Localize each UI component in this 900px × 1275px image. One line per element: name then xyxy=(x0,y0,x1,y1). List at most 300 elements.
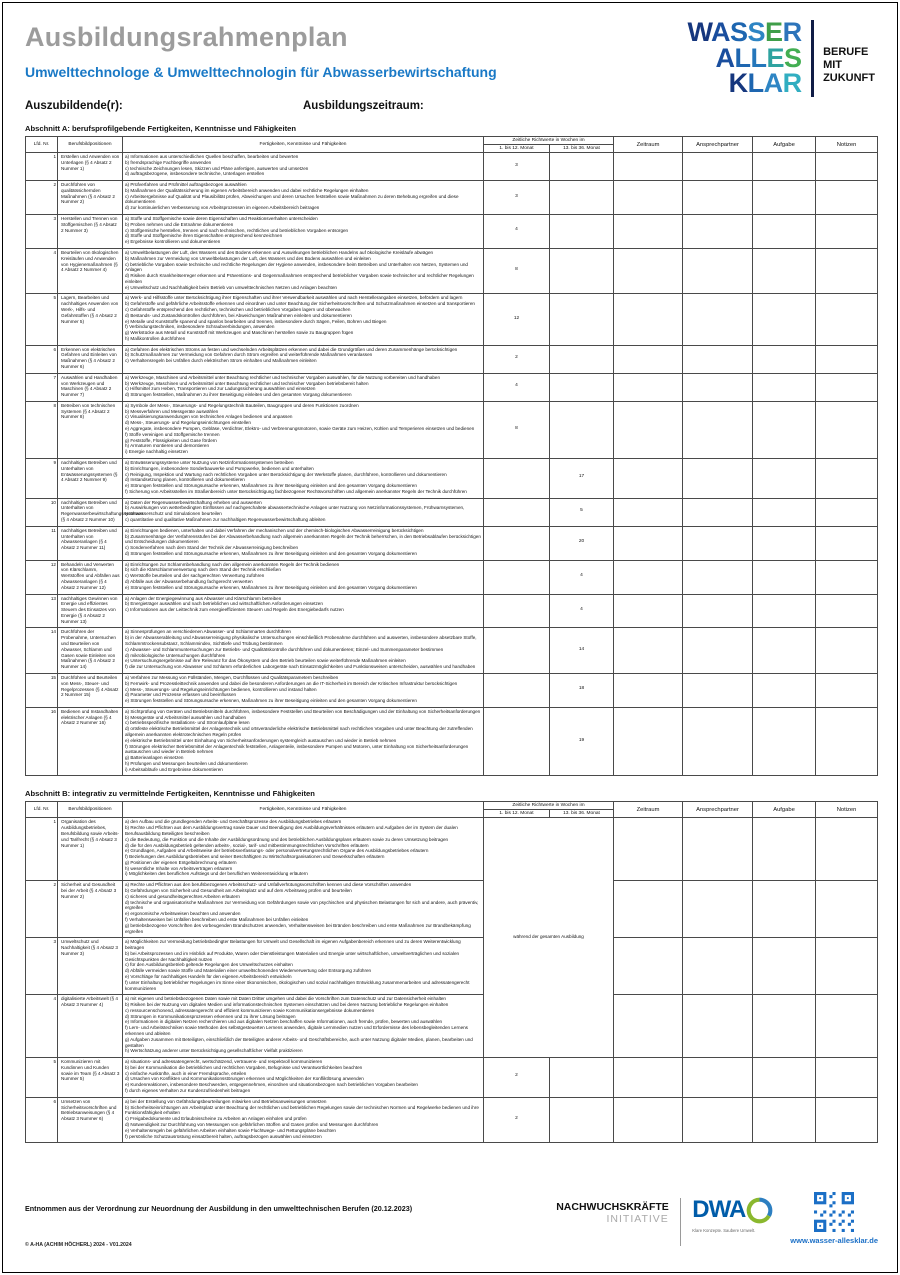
ansprechpartner-cell xyxy=(683,628,753,673)
ansprechpartner-cell xyxy=(683,458,753,498)
skill-item: a) Daten der Regenwasserbewirtschaftung erheben und auswerten xyxy=(125,499,262,505)
notizen-cell xyxy=(816,995,878,1058)
skill-items xyxy=(123,498,484,526)
ansprechpartner-cell xyxy=(683,673,753,707)
position-title: Kommunizieren mit Kundinnen und Kunden sowie im Team (§ 4 Absatz 3 Nummer 5) xyxy=(58,1058,123,1098)
row-number: 16 xyxy=(26,707,58,776)
skill-item: f) Beziehungen des Ausbildungsbetriebes und seiner Beschäftigten zu Wirtschaftsorganisationen und Gewerkschaften erläutern xyxy=(125,854,385,860)
weeks-13-36-cell xyxy=(550,181,614,215)
table-row xyxy=(26,181,878,215)
weeks-1-12-cell xyxy=(484,560,550,594)
skill-item: a) Sichtprüfung von Geräten und Betriebsmitteln durchführen, insbesondere Feststellen und Beurteilen von Beschädigungen und der Einhaltung von Sicherheitsanforderungen xyxy=(125,708,481,714)
skill-item: b) Fernwirk- und Prozessleittechnik anwenden und dabei die besonderen Anforderungen an die IT-Sicherheit im Bereich der Kritischen Infrastruktur berücksichtigen xyxy=(125,680,458,686)
table-row xyxy=(26,1058,878,1098)
skill-items xyxy=(123,373,484,401)
col-header-position: Berufsbildpositionen xyxy=(58,137,123,153)
col-header-notizen: Notizen xyxy=(816,802,878,818)
skill-item: d) die für den Ausbildungsbetrieb geltenden arbeits-, sozial-, tarif- und mitbestimmungsrechtlichen Vorschriften erläutern xyxy=(125,842,369,848)
skill-item: e) Metalle und Kunststoffe spanend und spanlos bearbeiten und trennen, insbesondere durch Sägen, Feilen, Bohren und Biegen xyxy=(125,318,387,324)
aufgabe-cell xyxy=(753,673,816,707)
weeks-13-36-cell: 18 xyxy=(550,673,614,707)
skill-items xyxy=(123,248,484,293)
skill-item: h) Wertschätzung anderer unter Berücksichtigung gesellschaftlicher Vielfalt praktizieren xyxy=(125,1048,303,1054)
table-row xyxy=(26,594,878,628)
position-title: Umsetzen von Sicherheitsvorschriften und Betriebsanweisungen (§ 4 Absatz 3 Nummer 6) xyxy=(58,1097,123,1142)
ansprechpartner-cell xyxy=(683,345,753,373)
skill-item: b) Proben nehmen und die Entnahme dokumentieren xyxy=(125,221,234,227)
row-number: 3 xyxy=(26,938,58,995)
skill-item: c) Freigabedokumente und Erlaubnisscheine zu Arbeiten an Anlagen einholen und prüfen xyxy=(125,1116,307,1122)
wasser-allesklar-logo xyxy=(687,17,875,99)
skill-item: c) Arbeitsergebnisse auf Qualität und Plausibilität prüfen, Abweichungen und deren Ursachen feststellen sowie Maßnahmen zu deren Behebung ergreifen und diese dokumentieren xyxy=(125,193,459,205)
skill-items xyxy=(123,673,484,707)
skill-item: f) durch eigenes Verhalten zur Kundenzufriedenheit beitragen xyxy=(125,1088,251,1094)
skill-item: b) bei der Kommunikation die betrieblichen und rechtlichen Vorgaben, Befugnisse und Verantwortlichkeiten beachten xyxy=(125,1064,363,1070)
table-row xyxy=(26,560,878,594)
aufgabe-cell xyxy=(753,594,816,628)
skill-item: c) Visualisierungsanwendungen von technischen Anlagen bedienen und anpassen xyxy=(125,414,293,420)
row-number: 9 xyxy=(26,458,58,498)
position-title: Bedienen und Instandhalten elektrischer Anlagen (§ 4 Absatz 2 Nummer 16) xyxy=(58,707,123,776)
section-b-table xyxy=(25,801,878,1143)
ansprechpartner-cell xyxy=(683,707,753,776)
source-note: Entnommen aus der Verordnung zur Neuordnung der Ausbildung in den umwelttechnischen Berufen (20.12.2023) xyxy=(25,1204,413,1213)
skill-item: c) Sonderverfahren nach dem Stand der Technik der Abwasserreinigung beschreiben xyxy=(125,545,299,551)
skill-item: a) situations- und adressatengerecht, wertschätzend, vertrauens- und respektvoll kommunizieren xyxy=(125,1059,323,1065)
weeks-1-12-cell: 2 xyxy=(484,1058,550,1098)
skill-item: i) Energie nachhaltig einsetzen xyxy=(125,449,188,455)
skill-item: b) Sicherheitseinrichtungen am Arbeitsplatz unter Beachtung der rechtlichen und betrieblichen Regelungen sowie der technischen Normen und Regelwerke bedienen und ihre Funktionsfähigkeit erhalten xyxy=(125,1104,479,1116)
notizen-cell xyxy=(816,594,878,628)
skill-item: g) betriebsbezogene Vorschriften des vorbeugenden Brandschutzes anwenden, Verhaltensweisen bei Bränden beschreiben und erste Maßnahmen zur Brandbekämpfung ergreifen xyxy=(125,922,471,934)
aufgabe-cell xyxy=(753,881,816,938)
skill-item: b) Zusammenhänge der Verfahrensstufen bei der Abwasserbehandlung nach allgemein anerkannten Regeln der Technik beherrschen, in den Betriebsabläufen berücksichtigen und Entscheidungen dokumentieren xyxy=(125,533,481,545)
notizen-cell xyxy=(816,345,878,373)
ansprechpartner-cell xyxy=(683,498,753,526)
skill-item: a) Gefahren des elektrischen Stroms an festen und wechselnden Arbeitsplätzen erkennen und dabei die Grundgrößen und deren Zusammenhänge berücksichtigen xyxy=(125,346,458,352)
skill-item: e) Störungen feststellen und Störungsursache erkennen, Maßnahmen zu ihrer Beseitigung einleiten und den gesamten Vorgang dokumentieren xyxy=(125,483,417,489)
zeitraum-cell xyxy=(614,373,683,401)
weeks-1-12-cell xyxy=(484,628,550,673)
skill-items xyxy=(123,1058,484,1098)
skill-item: c) Informationen aus der Leittechnik zum energieeffizienten Steuern und Regeln des Energiebedarfs nutzen xyxy=(125,607,344,613)
skill-item: a) Werkzeuge, Maschinen und Arbeitsmittel unter Beachtung rechtlicher und technischer Vorgaben auswählen, für die Nutzung vorbereiten und handhaben xyxy=(125,374,441,380)
skill-item: e) Untersuchungsergebnisse auf ihre Relevanz für das Ökosystem und den Betrieb beurteilen sowie weiterführende Maßnahmen einleiten xyxy=(125,658,406,664)
website-link[interactable]: www.wasser-allesklar.de xyxy=(790,1236,878,1245)
weeks-1-12-cell: 8 xyxy=(484,248,550,293)
notizen-cell xyxy=(816,707,878,776)
skill-item: a) Werk- und Hilfsstoffe unter Berücksichtigung ihrer Eigenschaften und ihrer Verwendbarkeit auswählen und nach Herstellerangaben einsetzen, befördern und lagern xyxy=(125,295,463,301)
table-row xyxy=(26,401,878,458)
table-row xyxy=(26,373,878,401)
weeks-13-36-cell: 5 xyxy=(550,498,614,526)
skill-item: f) unter Einhaltung betrieblicher Regelungen im Sinne einer ökonomischen, ökologischen und sozial nachhaltigen Entwicklung zusammenarbeiten und adressatengerecht kommunizieren xyxy=(125,979,470,991)
skill-item: a) Stoffe und Stoffgemische sowie deren Eigenschaften und Reaktionsverhalten unterscheiden xyxy=(125,216,318,222)
weeks-13-36-cell: 17 xyxy=(550,458,614,498)
page-title: Ausbildungsrahmenplan xyxy=(25,22,348,52)
skill-item: b) Auswirkungen von wetterbedingten Einflüssen auf nachgeschaltete abwassertechnische Anlagen unter Nutzung von Netzinformationssystemen, Frühwarnsystemen, Hochwasserschutz und Simulationen beurteilen xyxy=(125,505,465,517)
skill-item: c) ressourcenschonend, adressatengerecht und effizient kommunizieren sowie Kommunikationsergebnisse dokumentieren xyxy=(125,1007,375,1013)
skill-item: d) Störungen in Kommunikationsprozessen erkennen und zu ihrer Lösung beitragen xyxy=(125,1013,296,1019)
skill-item: d) Notwendigkeit zur Durchführung von Messungen von gefährlichen Stoffen und Gasen prüfen und Messungen durchführen xyxy=(125,1121,379,1127)
skill-item: g) Aufgaben zusammen mit Beteiligten, einschließlich der Beteiligten anderer Arbeits- und Geschäftsbereiche, auch unter Nutzung digitaler Medien, planen, bearbeiten und gestalten xyxy=(125,1036,473,1048)
col-header-month-1-12: 1. bis 12. Monat xyxy=(484,145,550,153)
slogan-line: BERUFE xyxy=(823,46,869,58)
ansprechpartner-cell xyxy=(683,995,753,1058)
table-row xyxy=(26,248,878,293)
row-number: 6 xyxy=(26,345,58,373)
skill-item: a) Entwässerungssysteme unter Nutzung von Netzinformationssystemen betreiben xyxy=(125,459,294,465)
skill-item: a) Informationen aus unterschiedlichen Quellen beschaffen, bearbeiten und bewerten xyxy=(125,154,299,159)
skill-item: d) Störungen feststellen, Maßnahmen zu ihrer Beseitigung einleiten und den gesamten Vorgang dokumentieren xyxy=(125,392,352,398)
initiative-line1: NACHWUCHSKRÄFTE xyxy=(556,1201,669,1213)
skill-item: b) Gefahrstoffe und gefährliche Arbeitsstoffe erkennen und einordnen und unter Beachtung der Sicherheitsvorschriften und Schutzmaßnahmen einsetzen und transportieren xyxy=(125,301,475,307)
dwa-logo xyxy=(692,1192,773,1233)
skill-item: e) Störungen feststellen und Störungsursache erkennen, Maßnahmen zu ihrer Beseitigung einleiten und den gesamten Vorgang dokumentieren xyxy=(125,698,417,704)
skill-item: e) Ergebnisse kontrollieren und dokumentieren xyxy=(125,239,221,245)
training-period-label: Ausbildungszeitraum: xyxy=(303,100,424,112)
notizen-cell xyxy=(816,938,878,995)
aufgabe-cell xyxy=(753,294,816,345)
skill-item: i) Arbeitsabläufe und Ergebnisse dokumentieren xyxy=(125,766,223,772)
notizen-cell xyxy=(816,498,878,526)
row-number: 2 xyxy=(26,881,58,938)
weeks-13-36-cell xyxy=(550,153,614,181)
col-header-zeitraum: Zeitraum xyxy=(614,137,683,153)
weeks-span-cell: während der gesamten Ausbildung xyxy=(484,818,614,1058)
col-header-month-13-36: 13. bis 36. Monat xyxy=(550,810,614,818)
position-title: Behandeln und Verwerten von Klärschlamm, Wertstoffen und Abfällen aus Abwasseranlagen (§ 4 Absatz 2 Nummer 12) xyxy=(58,560,123,594)
skill-item: b) Maßnahmen der Qualitätssicherung im eigenen Arbeitsbereich anwenden und dabei rechtliche Regelungen einhalten xyxy=(125,187,369,193)
skill-item: d) Mess-, Steuerungs- und Regelungseinrichtungen einstellen xyxy=(125,420,251,426)
skill-item: h) Armaturen montieren und demontieren xyxy=(125,443,210,449)
skill-items xyxy=(123,153,484,181)
skill-item: b) Messgeräte und Arbeitsmittel auswählen und handhaben xyxy=(125,714,247,720)
skill-item: f) Stoffe vereinigen und Stoffgemische trennen xyxy=(125,431,220,437)
row-number: 13 xyxy=(26,594,58,628)
col-header-skills: Fertigkeiten, Kenntnisse und Fähigkeiten xyxy=(123,137,484,153)
zeitraum-cell xyxy=(614,938,683,995)
table-row xyxy=(26,498,878,526)
trainee-label: Auszubildende(r): xyxy=(25,100,123,112)
ansprechpartner-cell xyxy=(683,881,753,938)
skill-item: d) Bestands- und Zustandskontrollen durchführen, bei Abweichungen Maßnahmen einleiten und dokumentieren xyxy=(125,312,352,318)
row-number: 5 xyxy=(26,294,58,345)
position-title: nachhaltiges Betreiben und Unterhalten von Regenwasserbewirtschaftungssystemen (§ 4 Absatz 2 Nummer 10) xyxy=(58,498,123,526)
logo-divider xyxy=(811,20,815,97)
aufgabe-cell xyxy=(753,707,816,776)
zeitraum-cell xyxy=(614,1058,683,1098)
initiative-line2: INITIATIVE xyxy=(606,1213,669,1225)
qr-block xyxy=(790,1192,878,1245)
section-a-title: Abschnitt A: berufsprofilgebende Fertigkeiten, Kenntnisse und Fähigkeiten xyxy=(25,124,297,133)
skill-item: g) Werkstücke aus Metall und Kunststoff mit Werkzeugen und Maschinen herstellen sowie zu Baugruppen fügen xyxy=(125,330,354,336)
ansprechpartner-cell xyxy=(683,373,753,401)
skill-item: b) in der Abwasserableitung und Abwasserreinigung physikalische Untersuchungen einschließlich Probenahme durchführen und auswerten, insbesondere absetzbare Stoffe, Schlammtrockensubstanz, Schlammindex, Sichttiefe und Trübung bestimmen xyxy=(125,635,477,647)
aufgabe-cell xyxy=(753,560,816,594)
zeitraum-cell xyxy=(614,1097,683,1142)
col-header-position: Berufsbildpositionen xyxy=(58,802,123,818)
aufgabe-cell xyxy=(753,818,816,881)
aufgabe-cell xyxy=(753,373,816,401)
position-title: nachhaltiges Gewinnen von Energie und effizientes Steuern des Einsatzes von Energie (§ 4 Absatz 2 Nummer 13) xyxy=(58,594,123,628)
position-title: Lagern, Bearbeiten und nachhaltiges Anwenden von Werk-, Hilfs- und Gefahrstoffen (§ 4 Absatz 2 Nummer 5) xyxy=(58,294,123,345)
logo-wordmark xyxy=(687,17,802,99)
notizen-cell xyxy=(816,401,878,458)
skill-item: f) Lern- und Arbeitstechniken sowie Methoden des selbstgesteuerten Lernens anwenden, digitale Lernmedien nutzen und Erfordernisse des lebensbegleitenden Lernens erkennen und ableiten xyxy=(125,1025,468,1036)
skill-item: a) bei der Erstellung von Gefährdungsbeurteilungen mitwirken und Betriebsanweisungen umsetzen xyxy=(125,1098,327,1104)
skill-item: a) Einrichtungen zur Schlammbehandlung nach den allgemein anerkannten Regeln der Technik bedienen xyxy=(125,561,340,567)
skill-item: c) Verhaltensregeln bei Unfällen durch elektrischen Strom einhalten und Maßnahmen einleiten xyxy=(125,358,317,364)
logo-slogan xyxy=(823,20,875,97)
skill-item: b) Risiken bei der Nutzung von digitalen Medien und informationstechnischen Systemen einschätzen und bei deren Nutzung betriebliche Regelungen einhalten xyxy=(125,1002,449,1008)
zeitraum-cell xyxy=(614,153,683,181)
weeks-1-12-cell: 3 xyxy=(484,181,550,215)
aufgabe-cell xyxy=(753,498,816,526)
skill-item: d) Ursachen von Konflikten und Kommunikationsstörungen erkennen und Möglichkeiten der Konfliktlösung anwenden xyxy=(125,1076,364,1082)
aufgabe-cell xyxy=(753,181,816,215)
skill-item: c) Reinigung, Inspektion und Wartung nach rechtlichen Vorgaben unter Berücksichtigung der Werkstoffe planen, durchführen, kontrollieren und dokumentieren xyxy=(125,471,447,477)
skill-item: a) Möglichkeiten zur Vermeidung betriebsbedingter Belastungen für Umwelt und Gesellschaft im eigenen Aufgabenbereich erkennen und zu deren Weiterentwicklung beitragen xyxy=(125,939,461,951)
skill-item: e) Verhaltensregeln bei gefährlichen Arbeiten einhalten sowie Fluchtwege- und Rettungspläne beachten xyxy=(125,1127,336,1133)
skill-item: c) betriebliche Vorgaben sowie technische und rechtliche Regelungen der Hygiene anwenden, insbesondere beim Betreiben und Unterhalten von Netzen, Systemen und Anlagen xyxy=(125,261,468,273)
notizen-cell xyxy=(816,560,878,594)
skill-item: b) Schutzmaßnahmen zur Vermeidung von Gefahren durch Strom ergreifen und weiterführende Maßnahmen veranlassen xyxy=(125,352,373,358)
logo-word: KLAR xyxy=(728,68,802,99)
ansprechpartner-cell xyxy=(683,1097,753,1142)
zeitraum-cell xyxy=(614,707,683,776)
table-row xyxy=(26,153,878,181)
row-number: 7 xyxy=(26,373,58,401)
skill-item: c) sicheres und gesundheitsgerechtes Arbeiten erläutern xyxy=(125,893,240,899)
weeks-1-12-cell xyxy=(484,673,550,707)
footer-divider xyxy=(680,1198,682,1246)
row-number: 5 xyxy=(26,1058,58,1098)
ansprechpartner-cell xyxy=(683,526,753,560)
table-row xyxy=(26,881,878,938)
skill-item: a) Verfahren zur Messung von Füllständen, Mengen, Durchflüssen und Qualitätsparametern beschreiben xyxy=(125,674,339,680)
zeitraum-cell xyxy=(614,881,683,938)
zeitraum-cell xyxy=(614,995,683,1058)
skill-item: a) Rechte und Pflichten aus den berufsbezogenen Arbeitsschutz- und Unfallverhütungsvorschriften kennen und diese Vorschriften anwenden xyxy=(125,882,412,888)
skill-item: c) Mess-, Steuerungs- und Regelungseinrichtungen bedienen, kontrollieren und instand halten xyxy=(125,686,317,692)
skill-items xyxy=(123,458,484,498)
skill-item: c) Hilfsmittel zum Heben, Transportieren und zur Ladungssicherung auswählen und einsetzen xyxy=(125,386,316,392)
qr-code-icon xyxy=(814,1192,854,1232)
table-row xyxy=(26,215,878,249)
skill-item: c) Stoffgemische herstellen, trennen und nach technischen, rechtlichen und betrieblichen Vorgaben entsorgen xyxy=(125,227,349,233)
skill-item: d) Abfälle aus der Abwasserbehandlung fachgerecht verwerten xyxy=(125,579,253,584)
skill-item: f) die zur Untersuchung von Abwasser und Schlamm erforderlichen Laborgeräte nach Einsatzmöglichkeiten und Funktionsweisen unterscheiden, auswählen und handhaben xyxy=(125,664,476,670)
notizen-cell xyxy=(816,215,878,249)
ansprechpartner-cell xyxy=(683,215,753,249)
zeitraum-cell xyxy=(614,628,683,673)
ansprechpartner-cell xyxy=(683,1058,753,1098)
position-title: Durchführen der Probenahme, Untersuchen und Beurteilen von Abwasser, Schlamm und Gasen sowie Einleiten von Maßnahmen (§ 4 Absatz 2 Nummer 14) xyxy=(58,628,123,673)
skill-item: a) Prüfverfahren und Prüfmittel auftragsbezogen auswählen xyxy=(125,182,247,188)
skill-item: b) Rechte und Pflichten aus dem Ausbildungsvertrag sowie Dauer und Beendigung des Ausbildungsverhältnisses erläutern und Aufgaben der im System der dualen Berufsausbildung Beteiligten beschreiben xyxy=(125,825,458,836)
skill-item: e) Umweltschutz und Nachhaltigkeit beim Betrieb von umwelttechnischen Netzen und Anlagen beachten xyxy=(125,284,337,290)
skill-item: d) Abfälle vermeiden sowie Stoffe und Materialien einer umweltschonenden Wiederverwertung oder Entsorgung zuführen xyxy=(125,968,372,974)
skill-item: d) Parameter und Prozesse erfassen und beeinflussen xyxy=(125,692,237,698)
notizen-cell xyxy=(816,628,878,673)
weeks-1-12-cell: 8 xyxy=(484,401,550,458)
position-title: Beurteilen von ökologischen Kreisläufen und Anwenden von Hygienemaßnahmen (§ 4 Absatz 2 Nummer 4) xyxy=(58,248,123,293)
skill-item: a) Einrichtungen bedienen, unterhalten und dabei Verfahren der mechanischen und der chemisch-biologischen Abwasserreinigung berücksichtigen xyxy=(125,527,424,533)
skill-items xyxy=(123,881,484,938)
skill-item: c) für den Ausbildungsbetrieb geltende Regelungen des Umweltschutzes einhalten xyxy=(125,962,293,968)
table-row xyxy=(26,707,878,776)
skill-items xyxy=(123,345,484,373)
section-b-title: Abschnitt B: integrativ zu vermittelnde Fertigkeiten, Kenntnisse und Fähigkeiten xyxy=(25,789,315,799)
skill-items xyxy=(123,1097,484,1142)
notizen-cell xyxy=(816,1058,878,1098)
weeks-13-36-cell: 4 xyxy=(550,594,614,628)
notizen-cell xyxy=(816,373,878,401)
col-header-skills: Fertigkeiten, Kenntnisse und Fähigkeiten xyxy=(123,802,484,818)
aufgabe-cell xyxy=(753,1097,816,1142)
position-title: nachhaltiges Betreiben und Unterhalten von Entwässerungssystemen (§ 4 Absatz 2 Nummer 9) xyxy=(58,458,123,498)
skill-items xyxy=(123,401,484,458)
skill-item: h) wesentliche Inhalte von Arbeitsverträgen erläutern xyxy=(125,865,233,871)
table-row xyxy=(26,294,878,345)
aufgabe-cell xyxy=(753,526,816,560)
aufgabe-cell xyxy=(753,401,816,458)
skill-item: i) Möglichkeiten des beruflichen Aufstiegs und der beruflichen Weiterentwicklung erläutern xyxy=(125,871,308,877)
skill-item: c) technische Zeichnungen lesen, Skizzen und Pläne anfertigen, auswerten und umsetzen xyxy=(125,165,309,171)
table-row xyxy=(26,818,878,881)
zeitraum-cell xyxy=(614,294,683,345)
row-number: 4 xyxy=(26,995,58,1058)
row-number: 4 xyxy=(26,248,58,293)
weeks-13-36-cell: 20 xyxy=(550,526,614,560)
aufgabe-cell xyxy=(753,345,816,373)
page-subtitle: Umwelttechnologe & Umwelttechnologin für Abwasserbewirtschaftung xyxy=(25,64,497,80)
skill-item: c) quantitative und qualitative Maßnahmen zur nachhaltigen Regenwasserbewirtschaftung ableiten xyxy=(125,516,326,522)
skill-item: g) Positionen der eigenen Entgeltabrechnung erläutern xyxy=(125,859,237,865)
position-title: Durchführen und Beurteilen von Mess-, Steuer- und Regelprozessen (§ 4 Absatz 2 Nummer 15) xyxy=(58,673,123,707)
skill-item: e) elektrische Betriebsmittel unter Einhaltung von Sicherheitsanforderungen systemgleich austauschen und wieder in Betrieb nehmen xyxy=(125,737,397,743)
skill-item: a) Umweltbelastungen der Luft, des Wassers und des Bodens erkennen und Auswirkungen betrieblichen Handelns auf ökologische Kreisläufe abwägen xyxy=(125,249,434,255)
row-number: 11 xyxy=(26,526,58,560)
weeks-1-12-cell xyxy=(484,526,550,560)
skill-item: c) die Bedeutung, die Funktion und die Inhalte der Ausbildungsordnung und des betrieblichen Ausbildungsplans erläutern sowie zu deren Umsetzung beitragen xyxy=(125,836,449,842)
row-number: 2 xyxy=(26,181,58,215)
skill-item: b) Gefährdungen von Sicherheit und Gesundheit am Arbeitsplatz und auf dem Arbeitsweg prüfen und beurteilen xyxy=(125,888,352,894)
table-row xyxy=(26,628,878,673)
position-title: Organisation des Ausbildungsbetriebes, Berufsbildung sowie Arbeits- und Tarifrecht (§ 4 Absatz 3 Nummer 1) xyxy=(58,818,123,881)
skill-item: d) zur kontinuierlichen Verbesserung von Arbeitsprozessen im eigenen Arbeitsbereich beitragen xyxy=(125,205,320,211)
notizen-cell xyxy=(816,818,878,881)
skill-item: b) fremdsprachige Fachbegriffe anwenden xyxy=(125,159,212,165)
skill-item: c) Gefahrstoffe entsprechend den rechtlichen, technischen und betrieblichen Vorgaben lagern und überwachen xyxy=(125,306,351,312)
notizen-cell xyxy=(816,1097,878,1142)
weeks-1-12-cell: 3 xyxy=(484,153,550,181)
weeks-13-36-cell: 14 xyxy=(550,628,614,673)
aufgabe-cell xyxy=(753,995,816,1058)
position-title: Auswählen und Handhaben von Werkzeugen und Maschinen (§ 4 Absatz 2 Nummer 7) xyxy=(58,373,123,401)
skill-item: e) Informationen in digitalen Netzen recherchieren und aus digitalen Netzen beschaffen sowie Informationen, auch fremde, prüfen, bewerten und auswählen xyxy=(125,1019,443,1025)
ansprechpartner-cell xyxy=(683,938,753,995)
col-header-month-13-36: 13. bis 36. Monat xyxy=(550,145,614,153)
skill-item: e) Vorschläge für nachhaltiges Handeln für den eigenen Arbeitsbereich entwickeln xyxy=(125,973,292,979)
skill-item: a) Symbole der Mess-, Steuerungs- und Regelungstechnik Bauteilen, Baugruppen und deren Funktionen zuordnen xyxy=(125,402,359,408)
zeitraum-cell xyxy=(614,248,683,293)
weeks-1-12-cell: 2 xyxy=(484,1097,550,1142)
skill-items xyxy=(123,628,484,673)
position-title: Durchführen von qualitätssichernden Maßnahmen (§ 4 Absatz 2 Nummer 2) xyxy=(58,181,123,215)
ansprechpartner-cell xyxy=(683,181,753,215)
document-header xyxy=(25,17,875,122)
skill-item: g) Batterieanlagen einsetzen xyxy=(125,755,184,761)
position-title: Umweltschutz und Nachhaltigkeit (§ 4 Absatz 3 Nummer 3) xyxy=(58,938,123,995)
ansprechpartner-cell xyxy=(683,401,753,458)
aufgabe-cell xyxy=(753,153,816,181)
skill-item: f) Störungen elektrischer Betriebsmittel der Anlagentechnik feststellen, Anlagenteile, insbesondere Pumpen und Motoren, unter Einhaltung von Sicherheitsanforderungen austauschen und wieder in Betrieb nehmen xyxy=(125,743,469,755)
weeks-1-12-cell xyxy=(484,498,550,526)
table-row xyxy=(26,673,878,707)
slogan-line: ZUKUNFT xyxy=(823,71,875,84)
table-row xyxy=(26,526,878,560)
skill-item: b) Messverfahren und Messgeräte auswählen xyxy=(125,408,219,414)
skill-item: b) bei Arbeitsprozessen und im Hinblick auf Produkte, Waren oder Dienstleistungen Materialien und Energie unter wirtschaftlichen, umweltverträglichen und sozialen Gesichtspunkten der Nachhaltigkeit nutzen xyxy=(125,950,460,962)
skill-item: e) Kundenreaktionen, insbesondere Beschwerden, entgegennehmen, einordnen und situationsbezogen nach betrieblichen Vorgaben bearbeiten xyxy=(125,1082,418,1088)
col-header-month-1-12: 1. bis 12. Monat xyxy=(484,810,550,818)
skill-item: c) betriebsspezifische Installations- und Stromlaufpläne lesen xyxy=(125,720,250,726)
weeks-13-36-cell xyxy=(550,294,614,345)
col-header-richtwerte: Zeitliche Richtwerte in Wochen im xyxy=(484,137,614,145)
skill-item: g) Feststoffe, Flüssigkeiten und Gase fördern xyxy=(125,437,217,443)
skill-item: e) ergonomische Arbeitsweisen beachten und anwenden xyxy=(125,911,241,917)
row-number: 15 xyxy=(26,673,58,707)
col-header-aufgabe: Aufgabe xyxy=(753,137,816,153)
skill-item: c) Abwasser- und Schlammuntersuchungen zur Betriebs- und Qualitätskontrolle durchführen und dokumentieren; Einzel- und Summenparameter bestimmen xyxy=(125,646,444,652)
aufgabe-cell xyxy=(753,248,816,293)
zeitraum-cell xyxy=(614,345,683,373)
dwa-wordmark: DWA xyxy=(692,1196,746,1223)
position-title: Betreiben von technischen Systemen (§ 4 Absatz 2 Nummer 8) xyxy=(58,401,123,458)
weeks-13-36-cell xyxy=(550,373,614,401)
weeks-1-12-cell: 12 xyxy=(484,294,550,345)
position-title: Herstellen und Trennen von Stoffgemischen (§ 4 Absatz 2 Nummer 3) xyxy=(58,215,123,249)
position-title: Erstellen und Anwenden von Unterlagen (§ 4 Absatz 2 Nummer 1) xyxy=(58,153,123,181)
logo-word: ALLES xyxy=(715,42,802,73)
ansprechpartner-cell xyxy=(683,153,753,181)
zeitraum-cell xyxy=(614,673,683,707)
skill-items xyxy=(123,181,484,215)
skill-item: d) ortsfeste elektrische Betriebsmittel der Anlagentechnik und ortsveränderliche elektrische Betriebsmittel nach rechtlichen Vorgaben und unter Beachtung der zutreffenden allgemein anerkannten elektrotechnischen Regeln prüfen xyxy=(125,726,473,737)
zeitraum-cell xyxy=(614,401,683,458)
dwa-tagline: Klare Konzepte. Saubere Umwelt. xyxy=(692,1228,756,1233)
skill-item: a) den Aufbau und die grundlegenden Arbeits- und Geschäftsprozesse des Ausbildungsbetriebes erläutern xyxy=(125,819,342,825)
skill-item: f) Verbindungstechniken, insbesondere Schraubverbindungen, anwenden xyxy=(125,324,275,330)
notizen-cell xyxy=(816,458,878,498)
weeks-13-36-cell xyxy=(550,248,614,293)
row-number: 1 xyxy=(26,818,58,881)
weeks-13-36-cell xyxy=(550,215,614,249)
row-number: 14 xyxy=(26,628,58,673)
table-row xyxy=(26,995,878,1058)
skill-item: d) auftragsbezogene, insbesondere technische, Unterlagen erstellen xyxy=(125,171,265,177)
aufgabe-cell xyxy=(753,215,816,249)
weeks-13-36-cell xyxy=(550,1097,614,1142)
weeks-1-12-cell xyxy=(484,458,550,498)
row-number: 10 xyxy=(26,498,58,526)
col-header-lfd-nr: Lfd. Nr. xyxy=(26,802,58,818)
weeks-13-36-cell xyxy=(550,345,614,373)
notizen-cell xyxy=(816,181,878,215)
col-header-ansprechpartner: Ansprechpartner xyxy=(683,802,753,818)
